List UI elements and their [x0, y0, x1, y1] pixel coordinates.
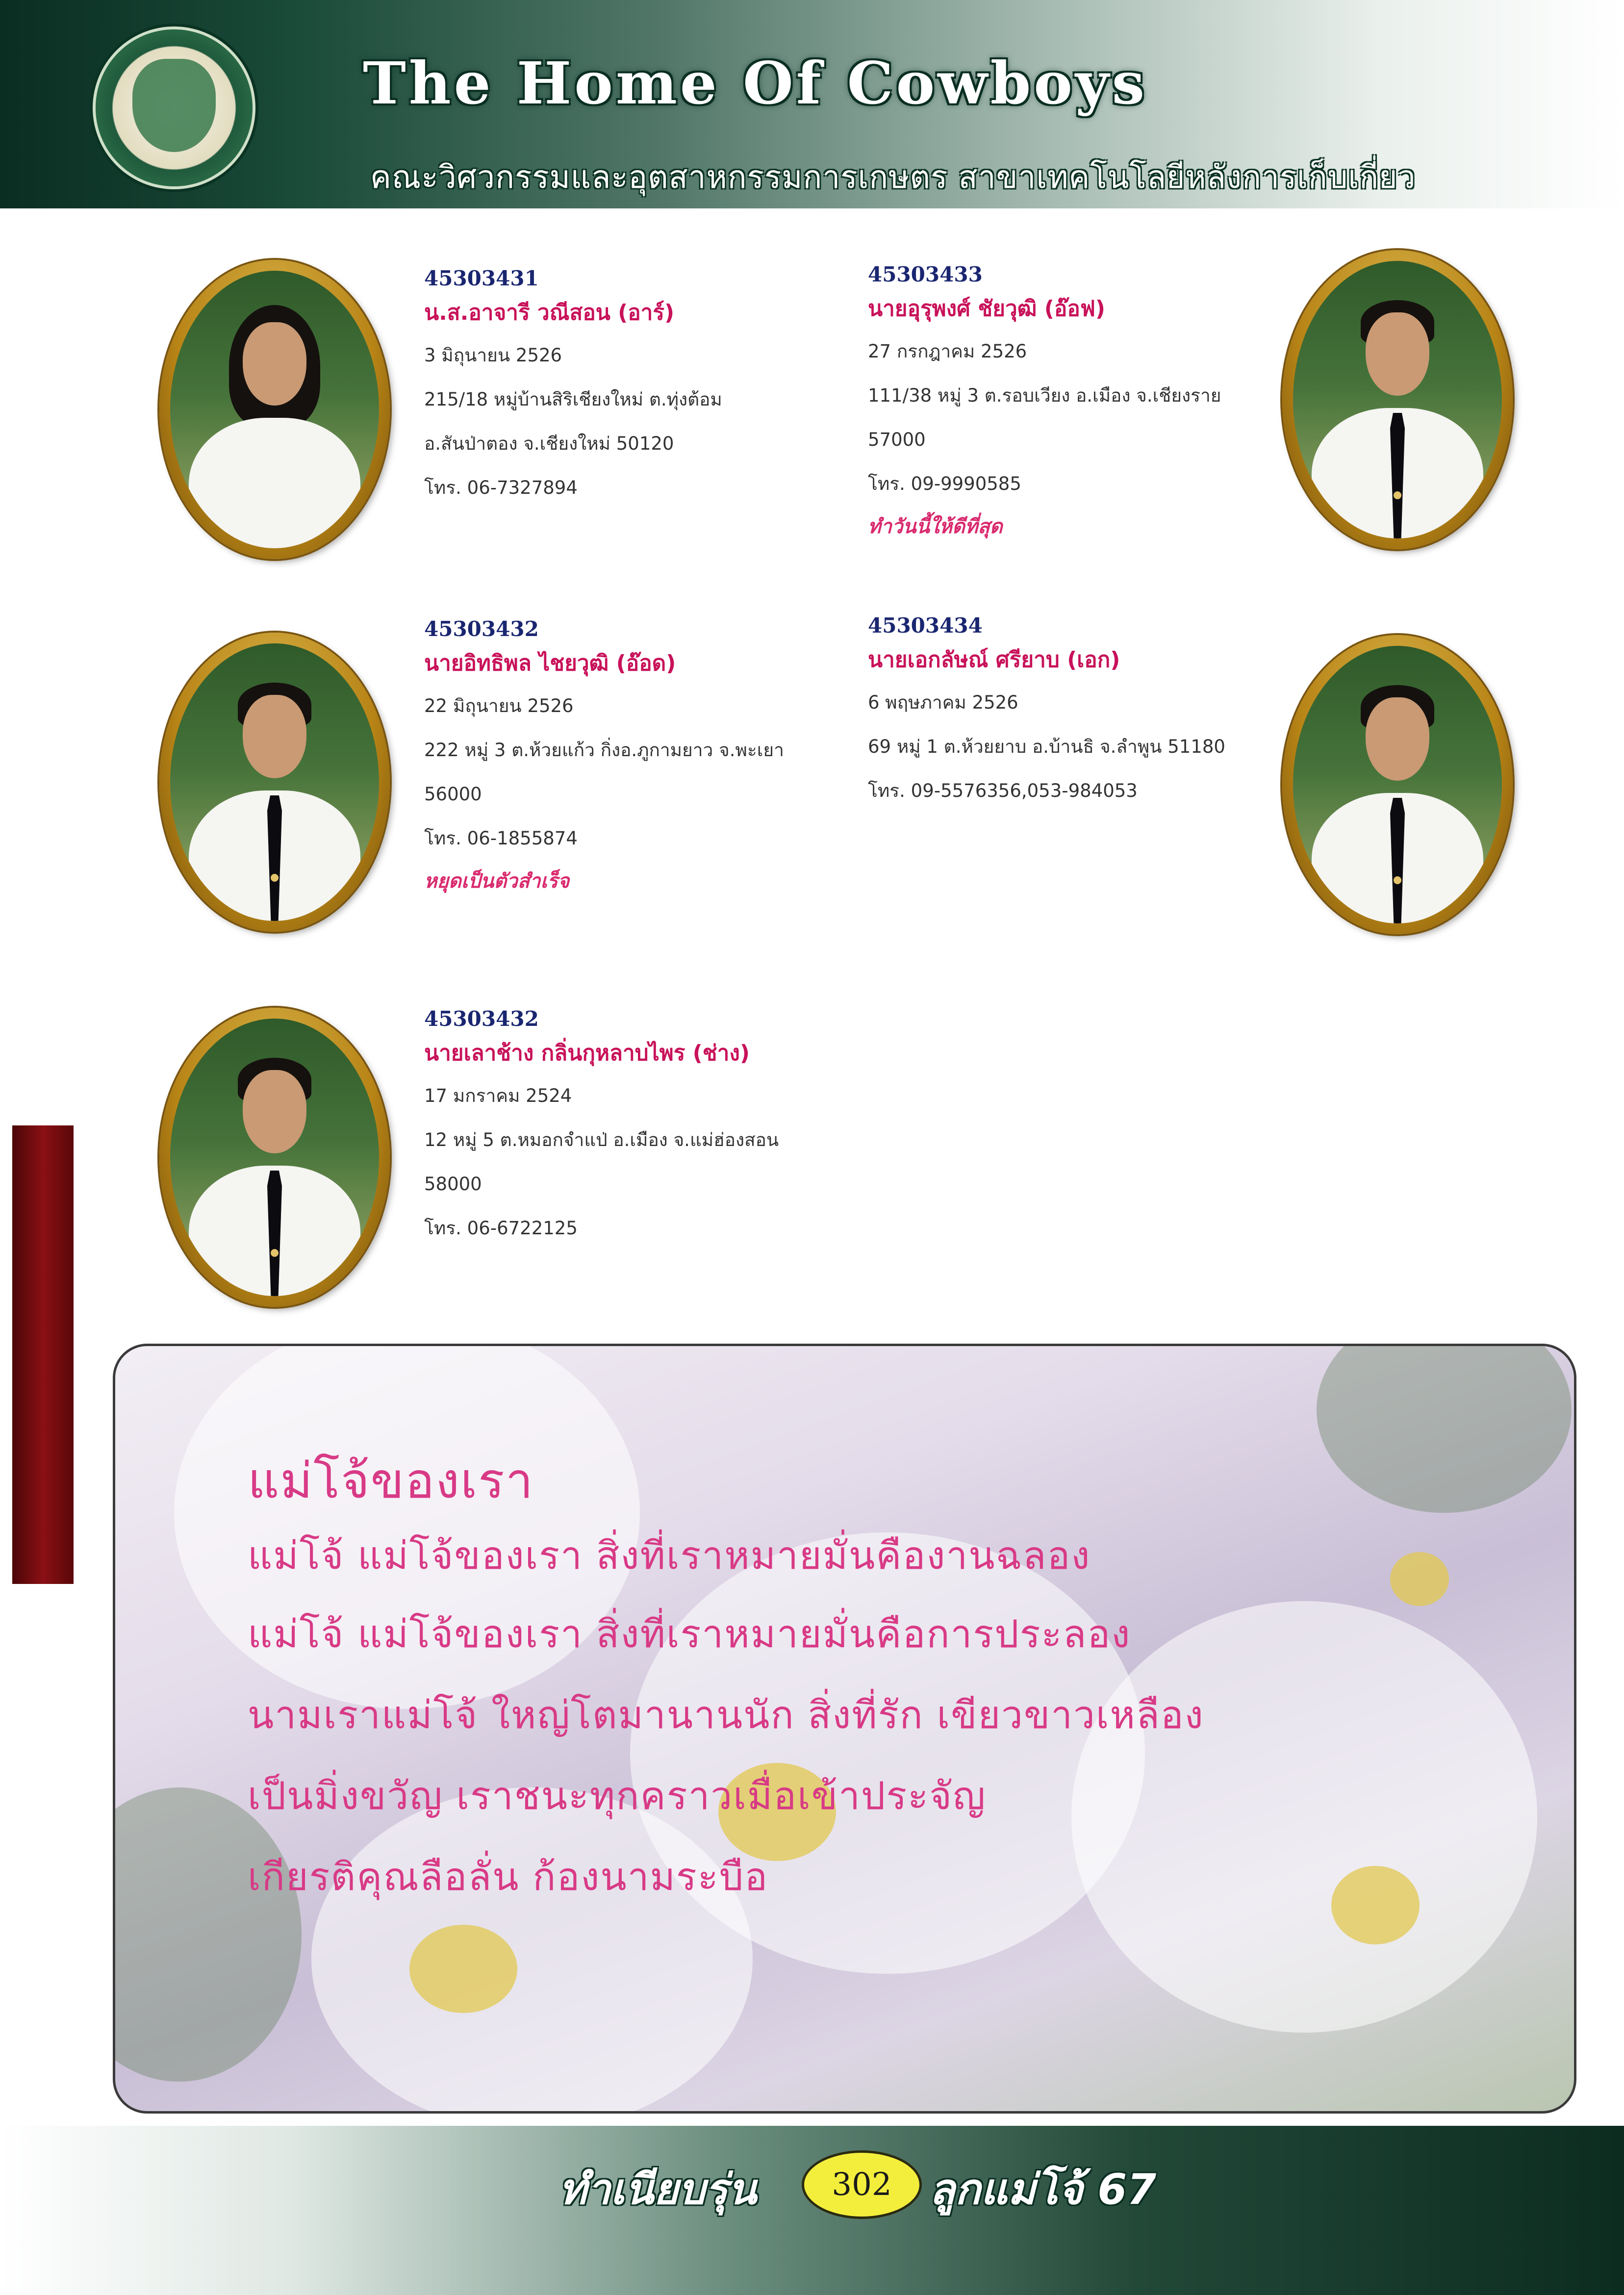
song-line: เกียรติคุณลือลั่น ก้องนามระบือ	[248, 1855, 769, 1899]
student-photo	[159, 260, 390, 559]
student-motto: หยุดเป็นตัวสำเร็จ	[424, 870, 570, 892]
class-label: ลูกแม่โจ้ 67	[929, 2165, 1157, 2214]
student-birthdate: 27 กรกฎาคม 2526	[868, 341, 1027, 362]
student-address-line: 12 หมู่ 5 ต.หมอกจำแป่ อ.เมือง จ.แม่ฮ่องสอน	[424, 1129, 779, 1150]
student-id: 45303434	[868, 613, 983, 638]
student-name: นายเลาช้าง กลิ่นกุหลาบไพร (ช่าง)	[424, 1041, 750, 1066]
student-entry	[424, 265, 722, 510]
student-name: น.ส.อาจารี วณีสอน (อาร์)	[424, 300, 675, 325]
song-line: นามเราแม่โจ้ ใหญ่โตมานานนัก สิ่งที่รัก เขียวขาวเหลือง	[248, 1693, 1204, 1737]
student-phone: โทร. 06-1855874	[424, 828, 578, 849]
student-name: นายอิทธิพล ไชยวุฒิ (อ๊อด)	[424, 651, 676, 676]
student-address-line: 69 หมู่ 1 ต.ห้วยยาบ อ.บ้านธิ จ.ลำพูน 51180	[868, 736, 1225, 757]
student-birthdate: 6 พฤษภาคม 2526	[868, 692, 1018, 713]
student-entry	[424, 615, 784, 902]
student-phone: โทร. 06-6722125	[424, 1218, 578, 1239]
student-name: นายเอกลัษณ์ ศรียาบ (เอก)	[868, 647, 1120, 672]
school-song-box	[113, 1344, 1576, 2114]
song-line: แม่โจ้ แม่โจ้ของเรา สิ่งที่เราหมายมั่นคืองานฉลอง	[248, 1534, 1091, 1578]
student-address-line: 57000	[868, 429, 926, 450]
university-seal-logo	[96, 29, 253, 186]
yearbook-label: ทำเนียบรุ่น	[559, 2165, 757, 2214]
page-title: The Home Of Cowboys	[363, 49, 1148, 117]
student-address-line: อ.สันป่าตอง จ.เชียงใหม่ 50120	[424, 433, 674, 454]
student-photo	[159, 633, 390, 932]
student-entry	[868, 612, 1225, 813]
song-line: แม่โจ้ แม่โจ้ของเรา สิ่งที่เราหมายมั่นคือการประลอง	[248, 1612, 1131, 1657]
student-address-line: 222 หมู่ 3 ต.ห้วยแก้ว กิ่งอ.ภูกามยาว จ.พะเยา	[424, 740, 784, 761]
song-title: แม่โจ้ของเรา	[248, 1452, 534, 1509]
student-id: 45303431	[424, 266, 539, 290]
page-subtitle: คณะวิศวกรรมและอุตสาหกรรมการเกษตร สาขาเทคโนโลยีหลังการเก็บเกี่ยว	[370, 159, 1416, 196]
student-birthdate: 17 มกราคม 2524	[424, 1085, 572, 1106]
student-entry	[424, 1005, 779, 1250]
student-id: 45303432	[424, 1007, 539, 1031]
student-photo	[1282, 635, 1513, 934]
student-photo	[1282, 250, 1513, 549]
page-footer	[0, 2126, 1624, 2295]
page-number: 302	[802, 2150, 922, 2219]
student-phone: โทร. 09-9990585	[868, 473, 1021, 494]
student-birthdate: 3 มิถุนายน 2526	[424, 345, 562, 366]
student-id: 45303433	[868, 262, 983, 286]
student-motto: ทำวันนี้ให้ดีที่สุด	[868, 515, 1003, 538]
student-phone: โทร. 06-7327894	[424, 477, 578, 498]
student-address-line: 111/38 หมู่ 3 ต.รอบเวียง อ.เมือง จ.เชียงราย	[868, 385, 1221, 406]
student-birthdate: 22 มิถุนายน 2526	[424, 695, 574, 716]
song-line: เป็นมิ่งขวัญ เราชนะทุกคราวเมื่อเข้าประจัญ	[248, 1774, 987, 1818]
student-address-line: 56000	[424, 784, 482, 805]
student-address-line: 58000	[424, 1173, 482, 1195]
student-id: 45303432	[424, 617, 539, 641]
student-address-line: 215/18 หมู่บ้านสิริเชียงใหม่ ต.ทุ่งต้อม	[424, 389, 722, 410]
side-color-bar	[12, 1125, 74, 1584]
student-phone: โทร. 09-5576356,053-984053	[868, 780, 1138, 801]
student-photo	[159, 1008, 390, 1307]
student-name: นายอุรุพงศ์ ชัยวุฒิ (อ๊อฟ)	[868, 296, 1105, 321]
student-entry	[868, 261, 1221, 547]
